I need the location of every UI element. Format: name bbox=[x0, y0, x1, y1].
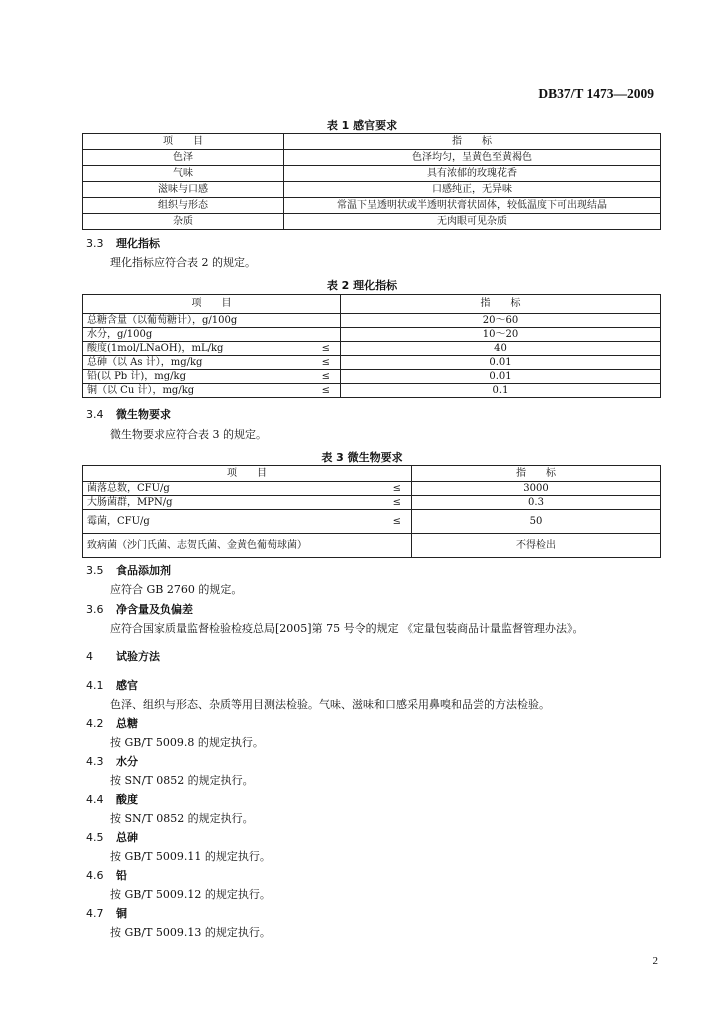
table1-value: 无肉眼可见杂质 bbox=[284, 214, 661, 230]
table1-value: 色泽均匀，呈黄色至黄褐色 bbox=[284, 150, 661, 166]
table-row bbox=[83, 214, 661, 230]
table1-value: 口感纯正，无异味 bbox=[284, 182, 661, 198]
table-row bbox=[83, 496, 661, 510]
table-row bbox=[83, 482, 661, 496]
table3-caption: 表 3 微生物要求 bbox=[321, 451, 403, 464]
section-4-3-text: 按 SN/T 0852 的规定执行。 bbox=[110, 774, 254, 787]
table3-item: 霉菌，CFU/g bbox=[83, 510, 378, 534]
table2-item: 铜（以 Cu 计），mg/kg bbox=[83, 384, 313, 398]
table1-value: 具有浓郁的玫瑰花香 bbox=[284, 166, 661, 182]
section-3-4-text: 微生物要求应符合表 3 的规定。 bbox=[110, 428, 267, 441]
table-row bbox=[83, 328, 661, 342]
table1-item: 气味 bbox=[83, 166, 284, 182]
document-id: DB37/T 1473—2009 bbox=[538, 86, 654, 101]
table3-value: 50 bbox=[412, 510, 661, 534]
table3-header-item: 项 目 bbox=[83, 466, 412, 482]
table2-value: 10～20 bbox=[341, 328, 661, 342]
section-4-6-heading: 4.6 铅 bbox=[86, 869, 127, 882]
table3-value: 3000 bbox=[412, 482, 661, 496]
table2-operator bbox=[313, 314, 341, 328]
section-4-4-heading: 4.4 酸度 bbox=[86, 793, 138, 806]
table2-header-value: 指 标 bbox=[341, 295, 661, 314]
table2-value: 0.01 bbox=[341, 356, 661, 370]
table2-item: 酸度(1mol/LNaOH)，mL/kg bbox=[83, 342, 313, 356]
table2-item: 铅(以 Pb 计)，mg/kg bbox=[83, 370, 313, 384]
table-row bbox=[83, 166, 661, 182]
section-3-5-heading: 3.5 食品添加剂 bbox=[86, 564, 171, 577]
table1-item: 滋味与口感 bbox=[83, 182, 284, 198]
table3-item: 大肠菌群，MPN/g bbox=[83, 496, 378, 510]
table1-header-item: 项 目 bbox=[83, 134, 284, 150]
table2-value: 20～60 bbox=[341, 314, 661, 328]
table-row bbox=[83, 182, 661, 198]
table3-item: 致病菌（沙门氏菌、志贺氏菌、金黄色葡萄球菌） bbox=[83, 534, 378, 558]
table-row bbox=[83, 356, 661, 370]
section-3-6-text: 应符合国家质量监督检验检疫总局[2005]第 75 号令的规定 《定量包装商品计量监督管理办法》。 bbox=[110, 622, 584, 635]
section-4-3-heading: 4.3 水分 bbox=[86, 755, 138, 768]
section-4-2-heading: 4.2 总糖 bbox=[86, 717, 138, 730]
table2-value: 0.01 bbox=[341, 370, 661, 384]
table-header-row bbox=[83, 466, 661, 482]
table3-operator: ≤ bbox=[378, 510, 412, 534]
section-3-3-text: 理化指标应符合表 2 的规定。 bbox=[110, 256, 256, 269]
table2-operator: ≤ bbox=[313, 384, 341, 398]
table1-value: 常温下呈透明状或半透明状膏状固体，较低温度下可出现结晶 bbox=[284, 198, 661, 214]
section-3-5-text: 应符合 GB 2760 的规定。 bbox=[110, 583, 243, 596]
table2-item: 水分，g/100g bbox=[83, 328, 313, 342]
table3-operator bbox=[378, 534, 412, 558]
table-row bbox=[83, 150, 661, 166]
table3-header-value: 指 标 bbox=[412, 466, 661, 482]
section-4-7-text: 按 GB/T 5009.13 的规定执行。 bbox=[110, 926, 271, 939]
section-4-1-text: 色泽、组织与形态、杂质等用目测法检验。气味、滋味和口感采用鼻嗅和品尝的方法检验。 bbox=[110, 698, 550, 711]
table2-caption: 表 2 理化指标 bbox=[326, 279, 398, 292]
table3-operator: ≤ bbox=[378, 482, 412, 496]
table-row bbox=[83, 510, 661, 534]
table1-item: 色泽 bbox=[83, 150, 284, 166]
table-header-row bbox=[83, 295, 661, 314]
section-4-5-heading: 4.5 总砷 bbox=[86, 831, 138, 844]
table-row bbox=[83, 314, 661, 328]
section-4-6-text: 按 GB/T 5009.12 的规定执行。 bbox=[110, 888, 271, 901]
table3 bbox=[82, 465, 661, 558]
section-4-heading: 4 试验方法 bbox=[86, 650, 160, 663]
section-3-6-heading: 3.6 净含量及负偏差 bbox=[86, 603, 193, 616]
table2-operator: ≤ bbox=[313, 342, 341, 356]
table2-header-item: 项 目 bbox=[83, 295, 341, 314]
section-3-3-heading: 3.3 理化指标 bbox=[86, 237, 160, 250]
table1-header-value: 指 标 bbox=[284, 134, 661, 150]
table-row bbox=[83, 198, 661, 214]
table3-value: 0.3 bbox=[412, 496, 661, 510]
table-row bbox=[83, 384, 661, 398]
table2-operator bbox=[313, 328, 341, 342]
table2-item: 总砷（以 As 计），mg/kg bbox=[83, 356, 313, 370]
section-4-1-heading: 4.1 感官 bbox=[86, 679, 138, 692]
table-row bbox=[83, 534, 661, 558]
table-row bbox=[83, 370, 661, 384]
section-4-4-text: 按 SN/T 0852 的规定执行。 bbox=[110, 812, 254, 825]
table-header-row bbox=[83, 134, 661, 150]
table2 bbox=[82, 294, 661, 398]
page-number: 2 bbox=[652, 955, 658, 967]
table1-item: 组织与形态 bbox=[83, 198, 284, 214]
section-4-5-text: 按 GB/T 5009.11 的规定执行。 bbox=[110, 850, 271, 863]
table2-operator: ≤ bbox=[313, 356, 341, 370]
table3-item: 菌落总数，CFU/g bbox=[83, 482, 378, 496]
table3-operator: ≤ bbox=[378, 496, 412, 510]
table2-item: 总糖含量（以葡萄糖计），g/100g bbox=[83, 314, 313, 328]
section-4-7-heading: 4.7 铜 bbox=[86, 907, 127, 920]
table3-value: 不得检出 bbox=[412, 534, 661, 558]
table2-value: 0.1 bbox=[341, 384, 661, 398]
table2-value: 40 bbox=[341, 342, 661, 356]
section-3-4-heading: 3.4 微生物要求 bbox=[86, 408, 171, 421]
table1-item: 杂质 bbox=[83, 214, 284, 230]
table1 bbox=[82, 133, 661, 230]
table1-caption: 表 1 感官要求 bbox=[326, 119, 398, 132]
table2-operator: ≤ bbox=[313, 370, 341, 384]
section-4-2-text: 按 GB/T 5009.8 的规定执行。 bbox=[110, 736, 264, 749]
table-row bbox=[83, 342, 661, 356]
